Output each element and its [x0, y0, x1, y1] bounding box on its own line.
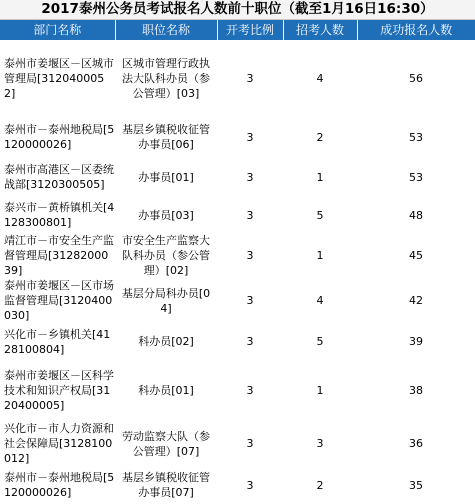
- cell-applicants: 56: [409, 72, 423, 85]
- table-body: [0, 40, 475, 504]
- table-row: [0, 421, 475, 466]
- cell-applicants: 35: [409, 478, 423, 492]
- cell-position: 区城市管理行政执法大队科办员（参公管理）[03]: [122, 57, 210, 100]
- table-row: [0, 360, 475, 421]
- table-row: [0, 233, 475, 278]
- table-row: [0, 466, 475, 504]
- table-row: [0, 197, 475, 233]
- cell-recruit: 4: [316, 72, 324, 85]
- cell-dept: 泰州市姜堰区－区城市管理局[3120400052]: [4, 57, 114, 100]
- cell-recruit: 4: [316, 294, 324, 307]
- table-title: 2017泰州公务员考试报名人数前十职位（截至1月16日16:30）: [0, 0, 475, 20]
- cell-position: 市安全生产监察大队科办员（参公管理）[02]: [122, 234, 210, 277]
- cell-dept: 兴化市－乡镇机关[4128100804]: [4, 327, 111, 356]
- table-row: [0, 40, 475, 117]
- cell-recruit: 1: [316, 384, 324, 397]
- cell-recruit: 2: [316, 130, 324, 144]
- cell-applicants: 53: [409, 170, 423, 184]
- cell-position: 办事员[03]: [138, 208, 194, 222]
- cell-position: 基层乡镇税收征管办事员[07]: [122, 471, 210, 499]
- cell-position: 科办员[01]: [138, 384, 194, 397]
- header-position: 职位名称: [115, 20, 217, 40]
- cell-dept: 泰兴市－黄桥镇机关[4128300801]: [4, 201, 115, 229]
- cell-ratio: 3: [246, 335, 254, 348]
- cell-ratio: 3: [246, 130, 254, 144]
- cell-recruit: 2: [316, 478, 324, 492]
- table-row: [0, 157, 475, 197]
- cell-applicants: 45: [409, 249, 423, 262]
- header-applicants: 成功报名人数: [357, 20, 475, 40]
- header-ratio: 开考比例: [217, 20, 283, 40]
- table-row: [0, 323, 475, 360]
- cell-dept: 泰州市高港区－区委统战部[3120300505]: [4, 163, 114, 191]
- cell-recruit: 5: [316, 208, 324, 222]
- cell-applicants: 36: [409, 437, 423, 450]
- cell-position: 基层分局科办员[04]: [121, 286, 211, 315]
- cell-ratio: 3: [246, 384, 254, 397]
- cell-position: 劳动监察大队（参公管理）[07]: [122, 429, 210, 458]
- cell-dept: 靖江市－市安全生产监督管理局[3128200039]: [4, 234, 114, 277]
- cell-applicants: 38: [409, 384, 423, 397]
- table-header-row: [0, 20, 475, 40]
- cell-dept: 泰州市－泰州地税局[5120000026]: [4, 123, 115, 151]
- cell-ratio: 3: [246, 208, 254, 222]
- header-dept: 部门名称: [0, 20, 115, 40]
- table-row: [0, 117, 475, 157]
- cell-dept: 泰州市姜堰区－区市场监督管理局[3120400030]: [4, 279, 114, 322]
- cell-ratio: 3: [246, 170, 254, 184]
- cell-recruit: 5: [316, 335, 324, 348]
- cell-ratio: 3: [246, 437, 254, 450]
- cell-position: 办事员[01]: [138, 170, 194, 184]
- header-recruit: 招考人数: [283, 20, 357, 40]
- cell-position: 基层乡镇税收征管办事员[06]: [122, 123, 210, 151]
- cell-dept: 泰州市－泰州地税局[5120000026]: [4, 471, 115, 499]
- cell-applicants: 39: [409, 335, 423, 348]
- cell-applicants: 42: [409, 294, 423, 307]
- positions-table: [0, 20, 475, 504]
- cell-ratio: 3: [246, 249, 254, 262]
- cell-applicants: 48: [409, 208, 423, 222]
- cell-ratio: 3: [246, 294, 254, 307]
- cell-dept: 兴化市－市人力资源和社会保障局[3128100012]: [4, 422, 114, 465]
- cell-ratio: 3: [246, 72, 254, 85]
- cell-recruit: 3: [316, 437, 324, 450]
- cell-recruit: 1: [316, 170, 324, 184]
- cell-applicants: 53: [409, 130, 423, 144]
- cell-recruit: 1: [316, 249, 324, 262]
- cell-ratio: 3: [246, 478, 254, 492]
- cell-dept: 泰州市姜堰区－区科学技术和知识产权局[3120400005]: [4, 369, 114, 412]
- cell-position: 科办员[02]: [138, 335, 194, 348]
- table-row: [0, 278, 475, 323]
